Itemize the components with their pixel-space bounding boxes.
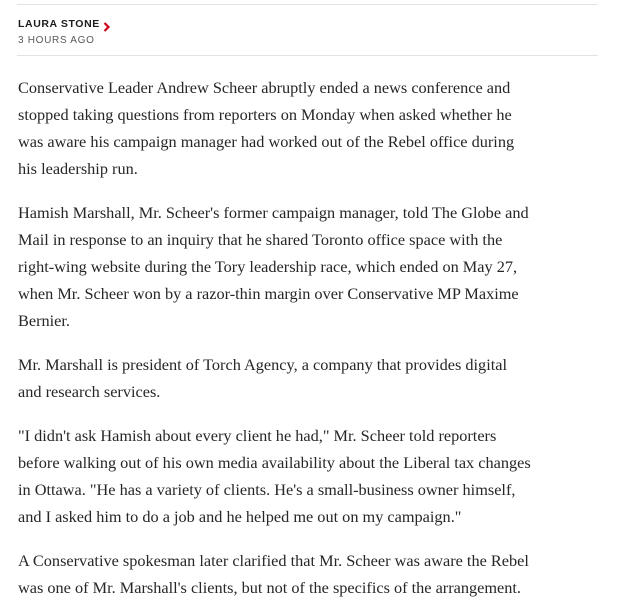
author-link[interactable] [18, 17, 111, 31]
author-name: LAURA STONE [18, 18, 100, 30]
article-paragraph: Mr. Marshall is president of Torch Agency, a company that provides digital and research services. [18, 355, 507, 401]
article-body [18, 74, 618, 611]
article-paragraph: Conservative Leader Andrew Scheer abruptly ended a news conference and stopped taking questions from reporters on Monday when asked whether he was aware his campaign manager had worked out of the Rebel office during his leadership run. [18, 78, 515, 178]
byline-divider [17, 55, 598, 56]
byline [18, 14, 111, 47]
article-paragraph: Hamish Marshall, Mr. Scheer's former campaign manager, told The Globe and Mail in response to an inquiry that he shared Toronto office space with the right-wing website during the Tory leadership race, which ended on May 27, when Mr. Scheer won by a razor-thin margin over Conservative MP Maxime Bernier. [18, 203, 529, 330]
top-divider [17, 4, 598, 5]
article-paragraph: "I didn't ask Hamish about every client he had," Mr. Scheer told reporters before walking out of his own media availability about the Liberal tax changes in Ottawa. "He has a variety of clients. He's a small-business owner himself, and I asked him to do a job and he helped me out on my campaign." [18, 426, 531, 526]
article-paragraph: A Conservative spokesman later clarified that Mr. Scheer was aware the Rebel was one of Mr. Marshall's clients, but not of the specifics of the arrangement. [18, 551, 529, 597]
chevron-right-icon [103, 19, 111, 29]
timestamp: 3 HOURS AGO [18, 35, 95, 46]
